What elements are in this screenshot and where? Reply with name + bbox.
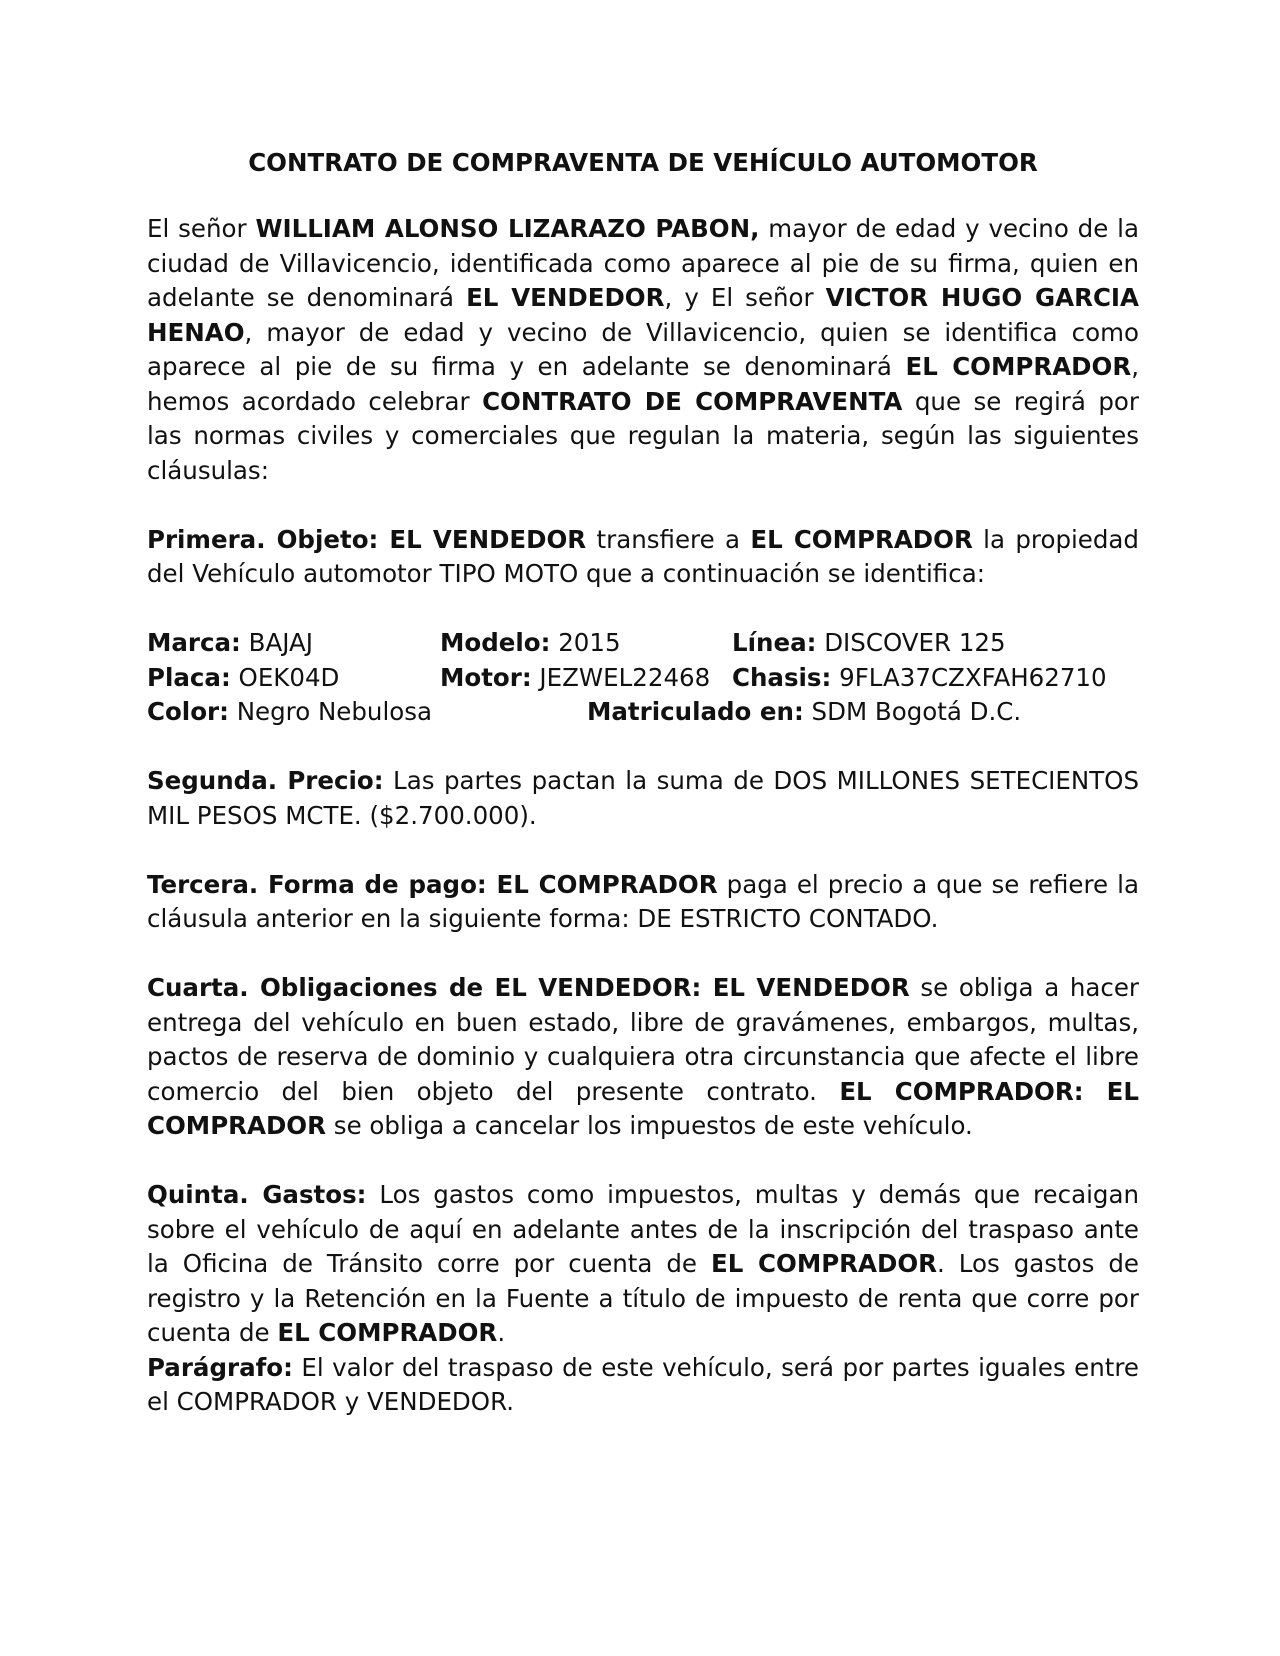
intro-text: El señor [147,214,256,243]
clause-text: transfiere a [586,524,751,554]
clause-tercera [147,868,1139,937]
clause-primera [147,523,1139,592]
vehicle-specs [147,626,1139,730]
clause-heading: Quinta. Gastos: [147,1180,367,1209]
spec-value: JEZWEL22468 [531,662,711,692]
clause-heading: Primera. Objeto: EL VENDEDOR [147,524,587,554]
document-body [147,212,1139,1420]
spec-value: SDM Bogotá D.C. [803,697,1022,726]
spec-modelo [440,626,621,661]
buyer-role: EL COMPRADOR [905,352,1132,381]
spec-chasis [732,661,1107,696]
intro-text: , mayor de edad y vecino de Villavicencio, quien se identifica como aparece al pie de su firma y en adelante se denominará [147,317,1139,381]
clause-heading: Segunda. Precio: [147,766,384,795]
spec-matriculado [587,695,1021,730]
clause-text: la propiedad del Vehículo automotor TIPO MOTO que a continuación se identifica: [147,524,1139,588]
spec-label: Color: [147,697,229,726]
clause-bold: EL COMPRADOR [277,1318,498,1347]
seller-role: EL VENDEDOR [466,283,665,312]
spec-color [147,695,432,730]
clause-text: se obliga a hacer entrega del vehículo en buen estado, libre de gravámenes, embargos, multas, pactos de reserva de dominio y cualquiera otra circunstancia que afecte el libre comercio del bien objeto del presente contrato. [147,973,1139,1106]
intro-paragraph [147,212,1139,488]
spec-label: Modelo: [440,628,551,657]
spec-value: OEK04D [230,662,340,692]
spec-value: Negro Nebulosa [228,697,433,726]
clause-bold: EL COMPRADOR [710,1249,938,1278]
spec-label: Chasis: [732,662,832,692]
clause-text: . [497,1318,506,1347]
clause-bold: EL COMPRADOR [750,524,973,554]
clause-heading: Parágrafo: [147,1352,293,1382]
spec-label: Placa: [147,662,231,692]
clause-text: Las partes pactan la suma de DOS MILLONES SETECIENTOS MIL PESOS MCTE. ($2.700.000). [147,766,1140,830]
clause-text: El valor del traspaso de este vehículo, será por partes iguales entre el COMPRADOR y VENDEDOR. [147,1352,1139,1416]
clause-text: Los gastos como impuestos, multas y demás que recaigan sobre el vehículo de aquí en adelante antes de la inscripción del traspaso ante la Oficina de Tránsito corre por cuenta de [147,1180,1139,1278]
clause-heading: Tercera. Forma de pago: EL COMPRADOR [147,869,718,899]
spec-value: DISCOVER 125 [816,628,1006,657]
clause-cuarta [147,971,1139,1144]
clause-text: paga el precio a que se refiere la cláusula anterior en la siguiente forma: DE ESTRICTO CONTADO. [147,869,1139,933]
clause-text: . Los gastos de registro y la Retención en la Fuente a título de impuesto de renta que corre por cuenta de [147,1249,1139,1347]
spec-value: 2015 [550,628,621,657]
spec-placa [147,661,339,696]
document-title: CONTRATO DE COMPRAVENTA DE VEHÍCULO AUTOMOTOR [248,148,1038,177]
spec-value: 9FLA37CZXFAH62710 [831,662,1107,692]
clause-bold: EL COMPRADOR: EL COMPRADOR [147,1076,1139,1140]
spec-label: Motor: [440,662,532,692]
spec-marca [147,626,313,661]
buyer-name: VICTOR HUGO GARCIA HENAO [147,283,1140,347]
intro-text: mayor de edad y vecino de la ciudad de Villavicencio, identificada como aparece al pie de su firma, quien en adelante se denominará [147,214,1139,312]
spec-label: Marca: [147,628,241,657]
spec-label: Matriculado en: [587,697,804,726]
spec-label: Línea: [732,628,817,657]
intro-text: que se regirá por las normas civiles y comerciales que regulan la materia, según las siguientes cláusulas: [147,386,1139,485]
intro-text: , hemos acordado celebrar [147,352,1139,416]
clause-text: se obliga a cancelar los impuestos de este vehículo. [326,1111,973,1140]
clause-segunda [147,764,1139,833]
spec-linea [732,626,1006,661]
spec-motor [440,661,710,696]
seller-name: WILLIAM ALONSO LIZARAZO PABON, [255,214,760,243]
intro-text: , y El señor [664,283,826,312]
clause-heading: Cuarta. Obligaciones de EL VENDEDOR: EL VENDEDOR [147,973,910,1002]
spec-value: BAJAJ [240,628,313,657]
clause-quinta [147,1178,1139,1351]
clause-paragrafo [147,1351,1139,1420]
contract-type: CONTRATO DE COMPRAVENTA [482,386,903,416]
